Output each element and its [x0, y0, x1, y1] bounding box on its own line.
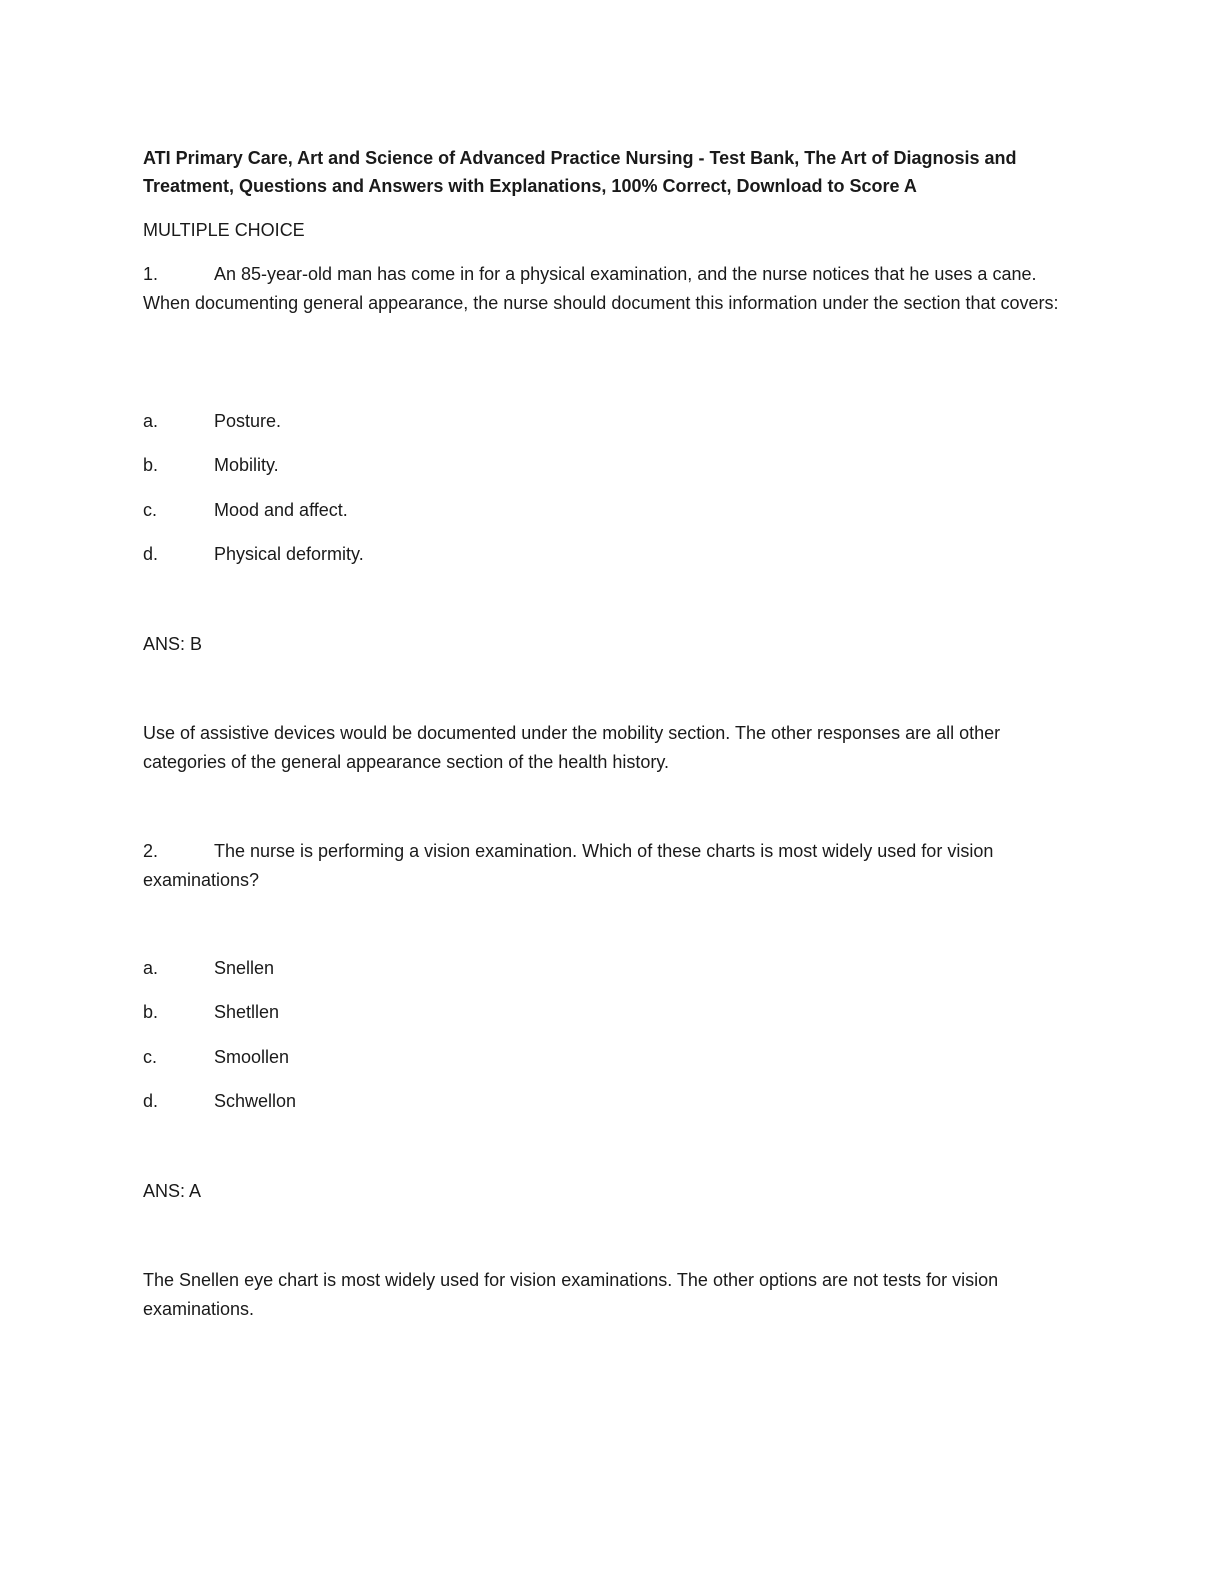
option-text: Posture. [214, 411, 282, 431]
option-letter: d. [143, 1091, 159, 1111]
question-1-stem [143, 260, 1083, 318]
section-heading: MULTIPLE CHOICE [143, 220, 305, 240]
question-1-option-d [143, 542, 364, 566]
option-letter: a. [143, 411, 159, 431]
question-2-stem [143, 837, 1083, 895]
option-letter: b. [143, 1002, 159, 1022]
question-2-option-c [143, 1045, 289, 1069]
option-text: Mobility. [214, 455, 279, 475]
option-letter: b. [143, 455, 159, 475]
question-number: 1. [143, 264, 159, 284]
question-number: 2. [143, 841, 159, 861]
question-2-answer: ANS: A [143, 1181, 202, 1201]
option-text: Shetllen [214, 1002, 280, 1022]
question-text: An 85-year-old man has come in for a physical examination, and the nurse notices that he uses a cane. When documenting general appearance, the nurse should document this information under the section that covers: [143, 264, 1059, 313]
question-text: The nurse is performing a vision examination. Which of these charts is most widely used for vision examinations? [143, 841, 994, 890]
option-letter: c. [143, 1047, 158, 1067]
question-1-option-c [143, 498, 348, 522]
question-1-option-a [143, 409, 281, 433]
question-1-explanation: Use of assistive devices would be documented under the mobility section. The other responses are all other categories of the general appearance section of the health history. [143, 723, 1001, 772]
option-text: Mood and affect. [214, 500, 348, 520]
option-letter: c. [143, 500, 158, 520]
option-letter: d. [143, 544, 159, 564]
document-title: ATI Primary Care, Art and Science of Advanced Practice Nursing - Test Bank, The Art of Diagnosis and Treatment, Questions and Answers with Explanations, 100% Correct, Download to Score A [143, 148, 1017, 196]
question-2-option-d [143, 1089, 296, 1113]
question-2-option-a [143, 956, 274, 980]
option-text: Smoollen [214, 1047, 290, 1067]
question-2-explanation: The Snellen eye chart is most widely used for vision examinations. The other options are not tests for vision examinations. [143, 1270, 999, 1319]
question-1-option-b [143, 453, 279, 477]
question-1-answer: ANS: B [143, 634, 203, 654]
option-text: Physical deformity. [214, 544, 364, 564]
option-text: Schwellon [214, 1091, 297, 1111]
option-text: Snellen [214, 958, 275, 978]
option-letter: a. [143, 958, 159, 978]
question-2-option-b [143, 1000, 279, 1024]
